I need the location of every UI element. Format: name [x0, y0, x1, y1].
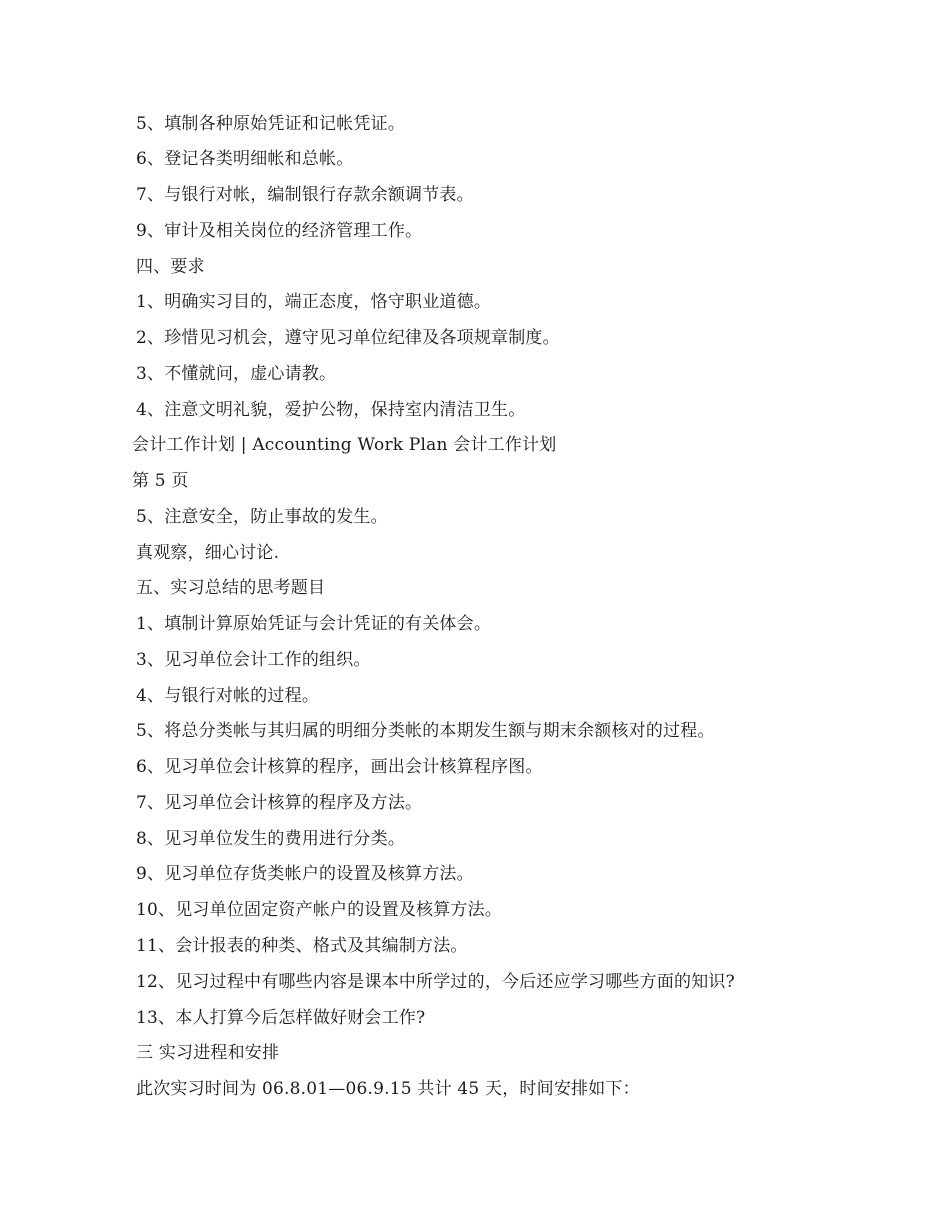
text-line: 1、填制计算原始凭证与会计凭证的有关体会。: [136, 614, 492, 634]
text-line: 12、见习过程中有哪些内容是课本中所学过的，今后还应学习哪些方面的知识?: [136, 972, 735, 992]
text-line: 8、见习单位发生的费用进行分类。: [136, 829, 406, 849]
text-line: 7、与银行对帐，编制银行存款余额调节表。: [136, 185, 474, 205]
text-line: 3、见习单位会计工作的组织。: [136, 650, 371, 670]
text-line: 13、本人打算今后怎样做好财会工作?: [136, 1008, 426, 1028]
text-line: 4、与银行对帐的过程。: [136, 686, 320, 706]
text-line: 9、审计及相关岗位的经济管理工作。: [136, 221, 423, 241]
text-line: 11、会计报表的种类、格式及其编制方法。: [136, 936, 468, 956]
text-line: 真观察，细心讨论.: [136, 543, 280, 563]
text-line: 3、不懂就问，虚心请教。: [136, 364, 337, 384]
text-line: 此次实习时间为 06.8.01—06.9.15 共计 45 天，时间安排如下：: [136, 1079, 640, 1099]
text-line: 10、见习单位固定资产帐户的设置及核算方法。: [136, 900, 503, 920]
page-number: 第 5 页: [132, 471, 189, 491]
running-header: 会计工作计划 | Accounting Work Plan 会计工作计划: [132, 435, 557, 455]
text-line: 5、将总分类帐与其归属的明细分类帐的本期发生额与期末余额核对的过程。: [136, 721, 715, 741]
text-line: 4、注意文明礼貌，爱护公物，保持室内清洁卫生。: [136, 400, 526, 420]
text-line: 5、填制各种原始凭证和记帐凭证。: [136, 114, 406, 134]
text-line: 6、见习单位会计核算的程序，画出会计核算程序图。: [136, 757, 543, 777]
text-line: 2、珍惜见习机会，遵守见习单位纪律及各项规章制度。: [136, 328, 560, 348]
section-heading: 三 实习进程和安排: [136, 1043, 280, 1063]
text-line: 5、注意安全，防止事故的发生。: [136, 507, 388, 527]
section-heading: 五、实习总结的思考题目: [136, 578, 326, 598]
text-line: 7、见习单位会计核算的程序及方法。: [136, 793, 423, 813]
text-line: 1、明确实习目的，端正态度，恪守职业道德。: [136, 292, 492, 312]
text-line: 6、登记各类明细帐和总帐。: [136, 149, 354, 169]
section-heading: 四、要求: [136, 257, 205, 277]
text-line: 9、见习单位存货类帐户的设置及核算方法。: [136, 864, 474, 884]
